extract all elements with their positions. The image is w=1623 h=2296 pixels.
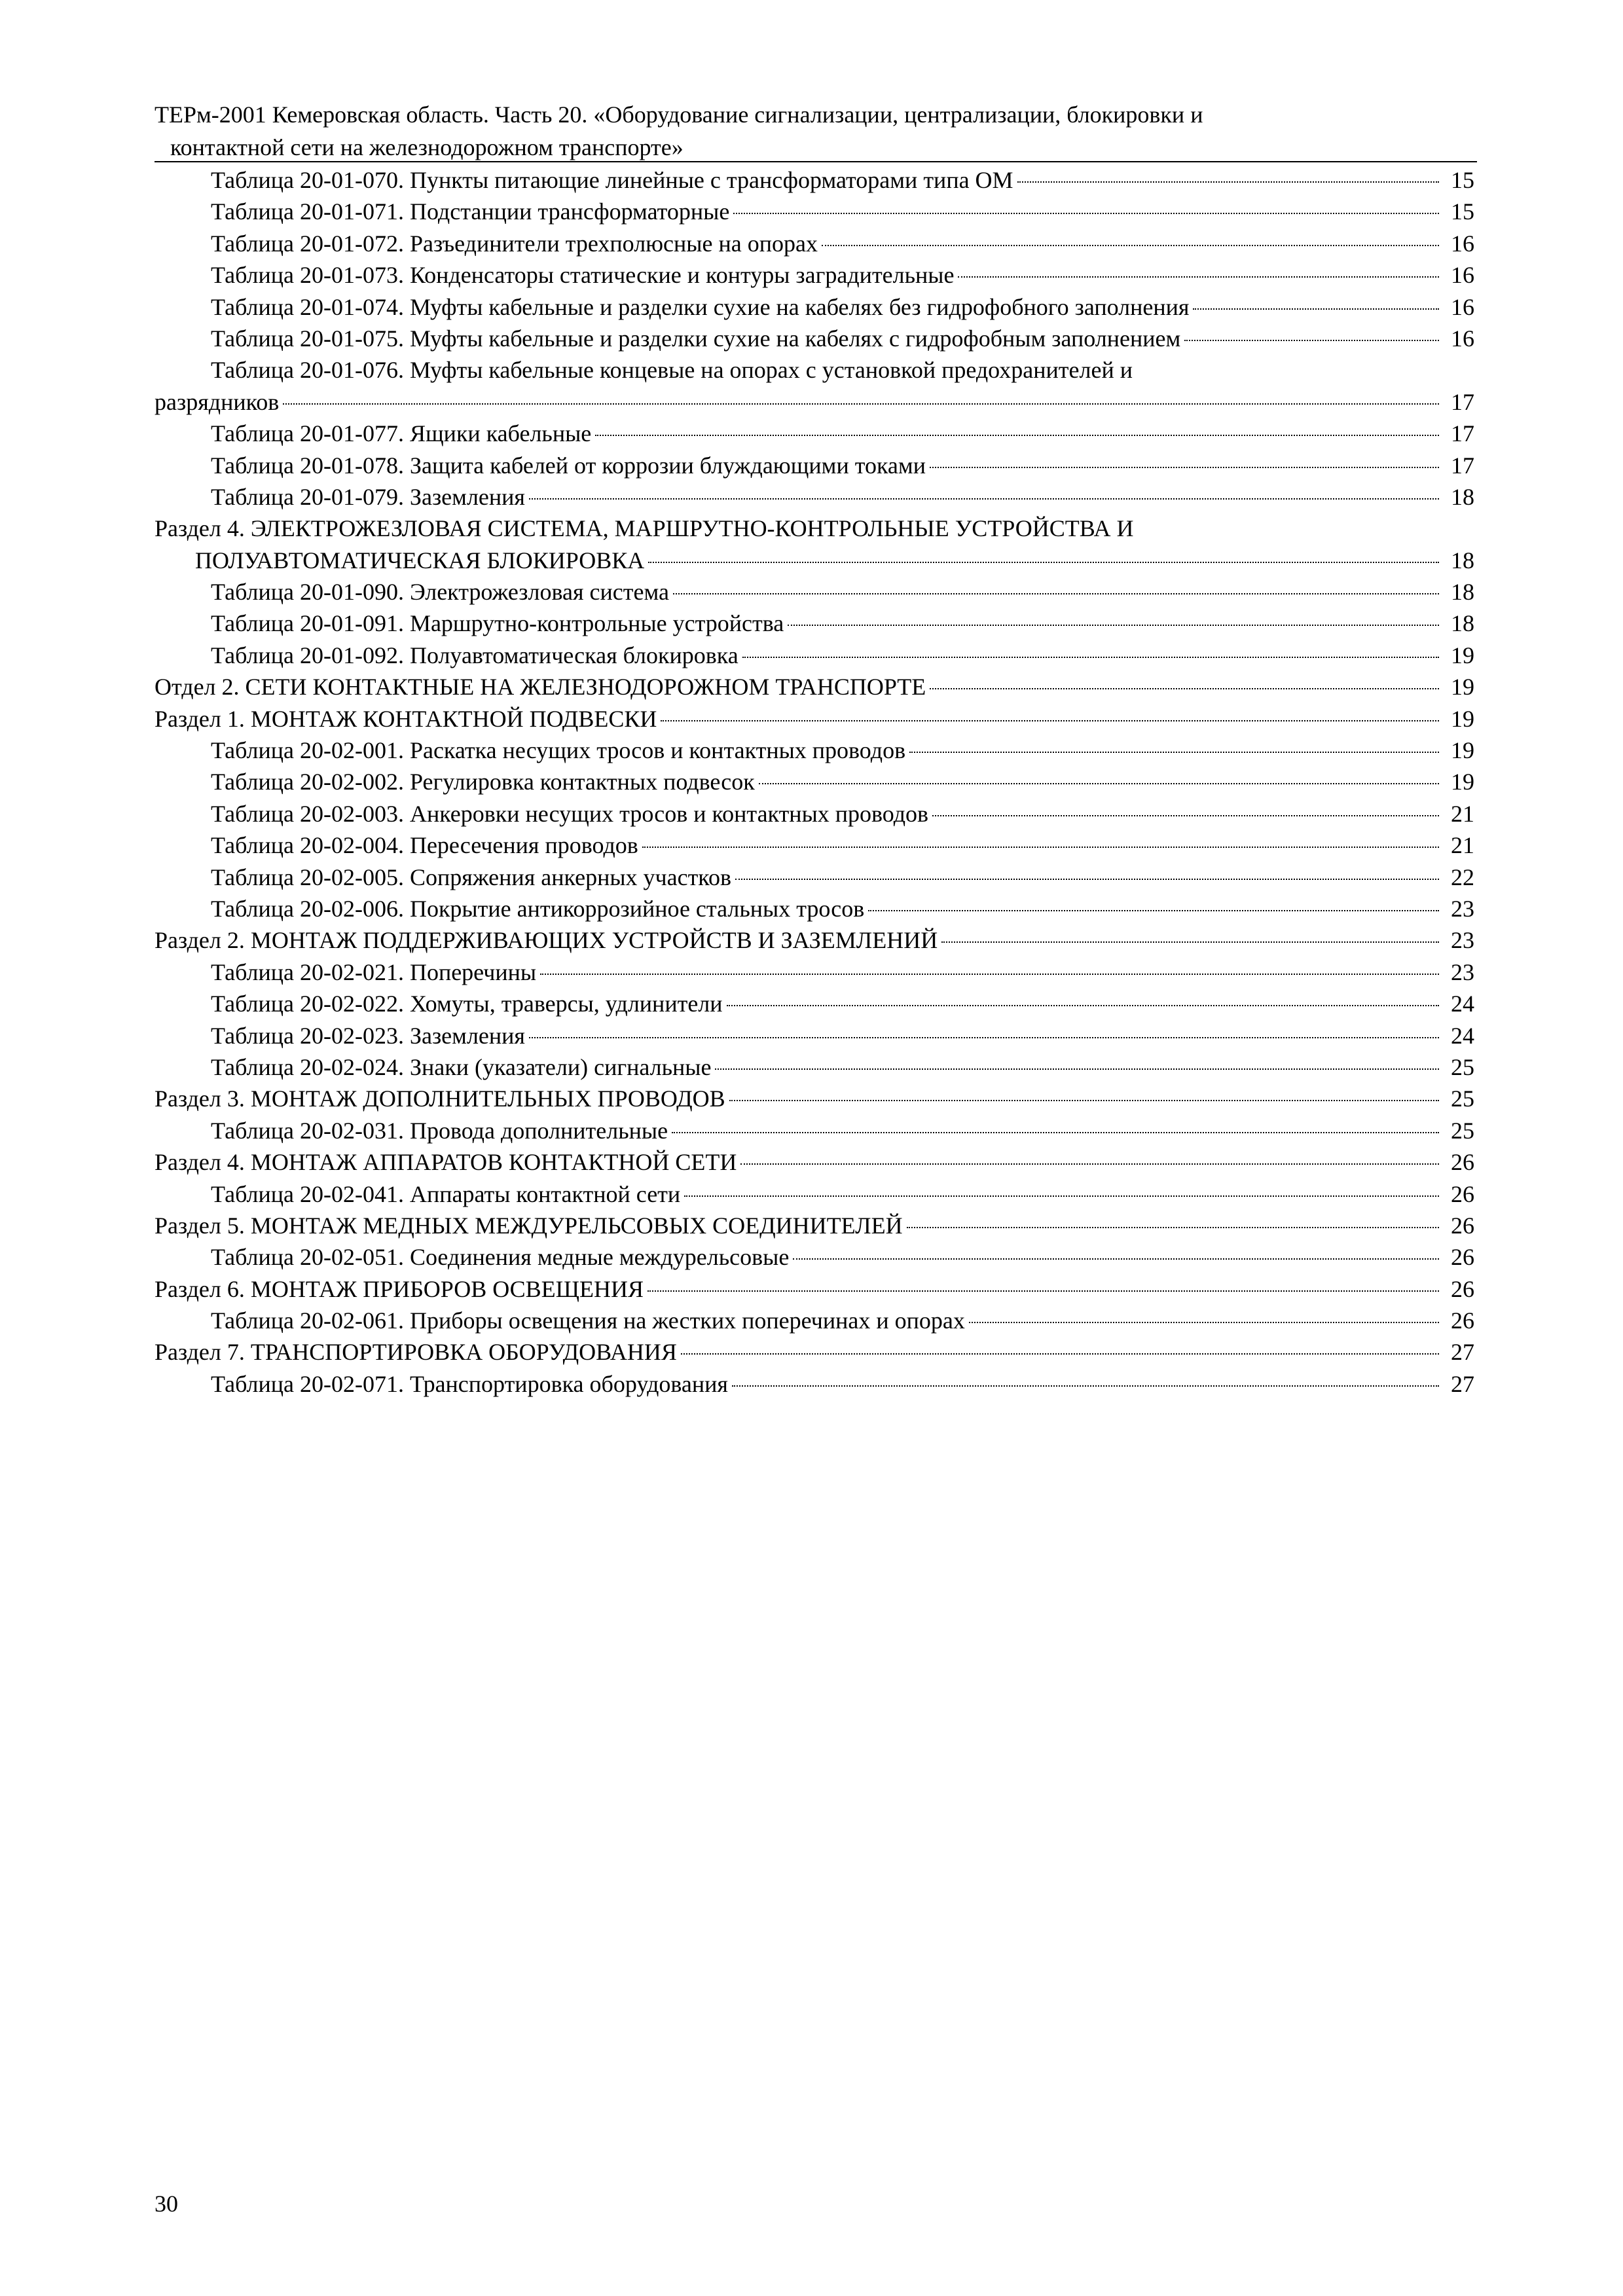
toc-entry-title: Таблица 20-01-075. Муфты кабельные и разделки сухие на кабелях с гидрофобным заполнением xyxy=(211,325,1181,352)
toc-entry[interactable] xyxy=(155,545,1474,576)
dot-leader xyxy=(969,1322,1439,1323)
toc-entry-title: Таблица 20-01-079. Заземления xyxy=(211,483,525,510)
dot-leader xyxy=(727,1005,1439,1006)
toc-entry-page: 25 xyxy=(1451,1117,1474,1144)
toc-entry-page: 16 xyxy=(1451,230,1474,257)
toc-entry-title: Таблица 20-01-077. Ящики кабельные xyxy=(211,420,592,447)
dot-leader xyxy=(1193,308,1439,310)
toc-entry-title: Таблица 20-02-051. Соединения медные междурельсовые xyxy=(211,1244,790,1271)
toc-entry-title: Таблица 20-01-092. Полуавтоматическая блокировка xyxy=(211,642,739,668)
toc-entry-title: Таблица 20-01-078. Защита кабелей от коррозии блуждающими токами xyxy=(211,452,926,479)
dot-leader xyxy=(1184,340,1439,341)
toc-entry-page: 25 xyxy=(1451,1053,1474,1080)
dot-leader xyxy=(729,1100,1439,1101)
toc-entry-page: 23 xyxy=(1451,958,1474,985)
toc-entry-page: 17 xyxy=(1451,452,1474,479)
dot-leader xyxy=(793,1258,1439,1260)
toc-entry[interactable] xyxy=(155,354,1474,386)
toc-entry-title: Таблица 20-02-022. Хомуты, траверсы, удлинители xyxy=(211,991,723,1017)
dot-leader xyxy=(909,752,1439,753)
toc-entry[interactable] xyxy=(155,1336,1474,1368)
header-line-1: ТЕРм-2001 Кемеровская область. Часть 20. «Оборудование сигнализации, централизации, блокировки и xyxy=(155,101,1203,128)
toc-entry-title: Таблица 20-02-071. Транспортировка оборудования xyxy=(211,1370,728,1397)
toc-entry-page: 19 xyxy=(1451,674,1474,701)
toc-entry-title: Раздел 7. ТРАНСПОРТИРОВКА ОБОРУДОВАНИЯ xyxy=(155,1339,677,1366)
dot-leader xyxy=(930,467,1439,468)
toc-entry-page: 19 xyxy=(1451,642,1474,668)
toc-entry-page: 22 xyxy=(1451,864,1474,890)
dot-leader xyxy=(941,941,1439,943)
page-number: 30 xyxy=(155,2191,178,2217)
toc-entry-title: Таблица 20-02-041. Аппараты контактной сети xyxy=(211,1180,681,1207)
toc-entry[interactable] xyxy=(155,228,1474,259)
dot-leader xyxy=(735,879,1439,880)
table-of-contents xyxy=(155,164,1474,1400)
toc-entry-page: 24 xyxy=(1451,991,1474,1017)
toc-entry-page: 17 xyxy=(1451,420,1474,447)
toc-entry[interactable] xyxy=(155,1083,1474,1114)
toc-entry-title: Таблица 20-01-076. Муфты кабельные концевые на опорах с установкой предохранителей и xyxy=(211,357,1133,384)
toc-entry[interactable] xyxy=(155,988,1474,1019)
toc-entry-page: 18 xyxy=(1451,579,1474,606)
toc-entry-title: Таблица 20-01-091. Маршрутно-контрольные устройства xyxy=(211,610,784,637)
toc-entry-page: 19 xyxy=(1451,737,1474,764)
toc-entry[interactable] xyxy=(155,1178,1474,1210)
toc-entry-title: Таблица 20-02-006. Покрытие антикоррозийное стальных тросов xyxy=(211,895,865,922)
dot-leader xyxy=(733,213,1439,214)
toc-entry[interactable] xyxy=(155,418,1474,449)
toc-entry-page: 15 xyxy=(1451,198,1474,225)
toc-entry-title: Таблица 20-01-074. Муфты кабельные и разделки сухие на кабелях без гидрофобного заполнения xyxy=(211,293,1190,320)
toc-entry[interactable] xyxy=(155,924,1474,956)
toc-entry[interactable] xyxy=(155,1020,1474,1051)
toc-entry[interactable] xyxy=(155,1115,1474,1146)
toc-entry-title: Таблица 20-02-031. Провода дополнительные xyxy=(211,1117,668,1144)
dot-leader xyxy=(648,562,1439,563)
toc-entry-title: Таблица 20-02-061. Приборы освещения на жестких поперечинах и опорах xyxy=(211,1307,965,1334)
dot-leader xyxy=(958,276,1439,278)
toc-entry[interactable] xyxy=(155,957,1474,988)
header-line-2: контактной сети на железнодорожном транспорте» xyxy=(170,134,684,160)
toc-entry-title: Раздел 6. МОНТАЖ ПРИБОРОВ ОСВЕЩЕНИЯ xyxy=(155,1275,644,1302)
toc-entry-title: Таблица 20-01-073. Конденсаторы статические и контуры заградительные xyxy=(211,262,955,289)
toc-entry-page: 19 xyxy=(1451,705,1474,732)
dot-leader xyxy=(681,1353,1439,1355)
dot-leader xyxy=(529,1037,1439,1038)
toc-entry-page: 18 xyxy=(1451,483,1474,510)
toc-entry-title: Таблица 20-02-002. Регулировка контактных подвесок xyxy=(211,769,755,795)
toc-entry[interactable] xyxy=(155,671,1474,702)
toc-entry[interactable] xyxy=(155,1368,1474,1400)
toc-entry[interactable] xyxy=(155,1273,1474,1305)
toc-entry[interactable] xyxy=(155,196,1474,227)
dot-leader xyxy=(715,1068,1439,1070)
dot-leader xyxy=(672,1132,1439,1133)
dot-leader xyxy=(1017,181,1439,183)
toc-entry-title: Таблица 20-01-070. Пункты питающие линейные с трансформаторами типа ОМ xyxy=(211,167,1013,193)
toc-entry-title: Раздел 4. МОНТАЖ АППАРАТОВ КОНТАКТНОЙ СЕТИ xyxy=(155,1149,737,1176)
toc-entry-page: 21 xyxy=(1451,832,1474,859)
toc-entry-title: Раздел 2. МОНТАЖ ПОДДЕРЖИВАЮЩИХ УСТРОЙСТВ И ЗАЗЕМЛЕНИЙ xyxy=(155,927,938,954)
dot-leader xyxy=(283,403,1439,405)
dot-leader xyxy=(740,1163,1439,1165)
toc-entry[interactable] xyxy=(155,829,1474,861)
toc-entry[interactable] xyxy=(155,450,1474,481)
dot-leader xyxy=(661,720,1439,721)
toc-entry-title: Таблица 20-02-004. Пересечения проводов xyxy=(211,832,638,859)
toc-entry-title: Таблица 20-02-024. Знаки (указатели) сигнальные xyxy=(211,1053,712,1080)
toc-entry-page: 21 xyxy=(1451,800,1474,827)
toc-entry-title: ПОЛУАВТОМАТИЧЕСКАЯ БЛОКИРОВКА xyxy=(195,547,645,574)
toc-entry-page: 26 xyxy=(1451,1212,1474,1239)
toc-entry-page: 25 xyxy=(1451,1085,1474,1112)
toc-entry-title: Таблица 20-02-001. Раскатка несущих тросов и контактных проводов xyxy=(211,737,906,764)
dot-leader xyxy=(742,657,1439,658)
toc-entry[interactable] xyxy=(155,1210,1474,1241)
toc-entry-page: 19 xyxy=(1451,769,1474,795)
toc-entry-title: Раздел 1. МОНТАЖ КОНТАКТНОЙ ПОДВЕСКИ xyxy=(155,705,657,732)
dot-leader xyxy=(642,847,1439,848)
dot-leader xyxy=(540,974,1439,975)
toc-entry[interactable] xyxy=(155,259,1474,291)
toc-entry-page: 26 xyxy=(1451,1149,1474,1176)
toc-entry[interactable] xyxy=(155,1241,1474,1273)
toc-entry-page: 26 xyxy=(1451,1307,1474,1334)
toc-entry-page: 26 xyxy=(1451,1180,1474,1207)
dot-leader xyxy=(673,593,1439,594)
toc-entry[interactable] xyxy=(155,291,1474,323)
toc-entry[interactable] xyxy=(155,766,1474,797)
toc-entry-title: Раздел 3. МОНТАЖ ДОПОЛНИТЕЛЬНЫХ ПРОВОДОВ xyxy=(155,1085,725,1112)
toc-entry[interactable] xyxy=(155,893,1474,924)
toc-entry-page: 27 xyxy=(1451,1339,1474,1366)
toc-entry-title: Таблица 20-02-003. Анкеровки несущих тросов и контактных проводов xyxy=(211,800,929,827)
toc-entry[interactable] xyxy=(155,862,1474,893)
toc-entry[interactable] xyxy=(155,703,1474,735)
toc-entry-title: Таблица 20-01-071. Подстанции трансформаторные xyxy=(211,198,730,225)
dot-leader xyxy=(759,783,1439,784)
dot-leader xyxy=(732,1385,1439,1387)
toc-entry[interactable] xyxy=(155,481,1474,513)
toc-entry-title: Таблица 20-01-072. Разъединители трехполюсные на опорах xyxy=(211,230,818,257)
toc-entry-page: 17 xyxy=(1451,388,1474,415)
toc-entry-title: Раздел 5. МОНТАЖ МЕДНЫХ МЕЖДУРЕЛЬСОВЫХ СОЕДИНИТЕЛЕЙ xyxy=(155,1212,903,1239)
toc-entry-title: Таблица 20-02-021. Поперечины xyxy=(211,958,537,985)
running-header xyxy=(155,98,1477,164)
toc-entry-page: 24 xyxy=(1451,1022,1474,1049)
toc-entry[interactable] xyxy=(155,798,1474,829)
toc-entry-title: Таблица 20-02-005. Сопряжения анкерных участков xyxy=(211,864,731,890)
toc-entry-title: разрядников xyxy=(155,388,280,415)
toc-entry[interactable] xyxy=(155,576,1474,608)
dot-leader xyxy=(595,435,1439,436)
toc-entry-page: 23 xyxy=(1451,895,1474,922)
toc-entry[interactable] xyxy=(155,513,1474,544)
toc-entry-page: 23 xyxy=(1451,927,1474,954)
dot-leader xyxy=(932,815,1439,816)
toc-entry-title: Таблица 20-02-023. Заземления xyxy=(211,1022,525,1049)
dot-leader xyxy=(684,1195,1439,1197)
toc-entry-page: 18 xyxy=(1451,547,1474,574)
dot-leader xyxy=(822,245,1439,246)
toc-entry-page: 26 xyxy=(1451,1275,1474,1302)
toc-entry[interactable] xyxy=(155,323,1474,354)
toc-entry-page: 26 xyxy=(1451,1244,1474,1271)
toc-entry-page: 16 xyxy=(1451,262,1474,289)
toc-entry[interactable] xyxy=(155,1051,1474,1083)
toc-entry[interactable] xyxy=(155,608,1474,639)
toc-entry-page: 16 xyxy=(1451,325,1474,352)
toc-entry-title: Раздел 4. ЭЛЕКТРОЖЕЗЛОВАЯ СИСТЕМА, МАРШРУТНО-КОНТРОЛЬНЫЕ УСТРОЙСТВА И xyxy=(155,515,1134,542)
toc-entry[interactable] xyxy=(155,1305,1474,1336)
dot-leader xyxy=(930,688,1439,689)
dot-leader xyxy=(907,1227,1439,1228)
toc-entry-page: 15 xyxy=(1451,167,1474,193)
toc-entry[interactable] xyxy=(155,164,1474,196)
dot-leader xyxy=(868,910,1439,911)
toc-entry-title: Таблица 20-01-090. Электрожезловая система xyxy=(211,579,669,606)
dot-leader xyxy=(647,1290,1439,1292)
toc-entry[interactable] xyxy=(155,640,1474,671)
toc-entry-page: 18 xyxy=(1451,610,1474,637)
dot-leader xyxy=(788,625,1439,626)
toc-entry[interactable] xyxy=(155,735,1474,766)
toc-entry-page: 16 xyxy=(1451,293,1474,320)
toc-entry-page: 27 xyxy=(1451,1370,1474,1397)
toc-entry[interactable] xyxy=(155,386,1474,418)
header-rule xyxy=(155,161,1477,162)
dot-leader xyxy=(529,498,1439,500)
toc-entry[interactable] xyxy=(155,1146,1474,1178)
toc-entry-title: Отдел 2. СЕТИ КОНТАКТНЫЕ НА ЖЕЛЕЗНОДОРОЖНОМ ТРАНСПОРТЕ xyxy=(155,674,926,701)
